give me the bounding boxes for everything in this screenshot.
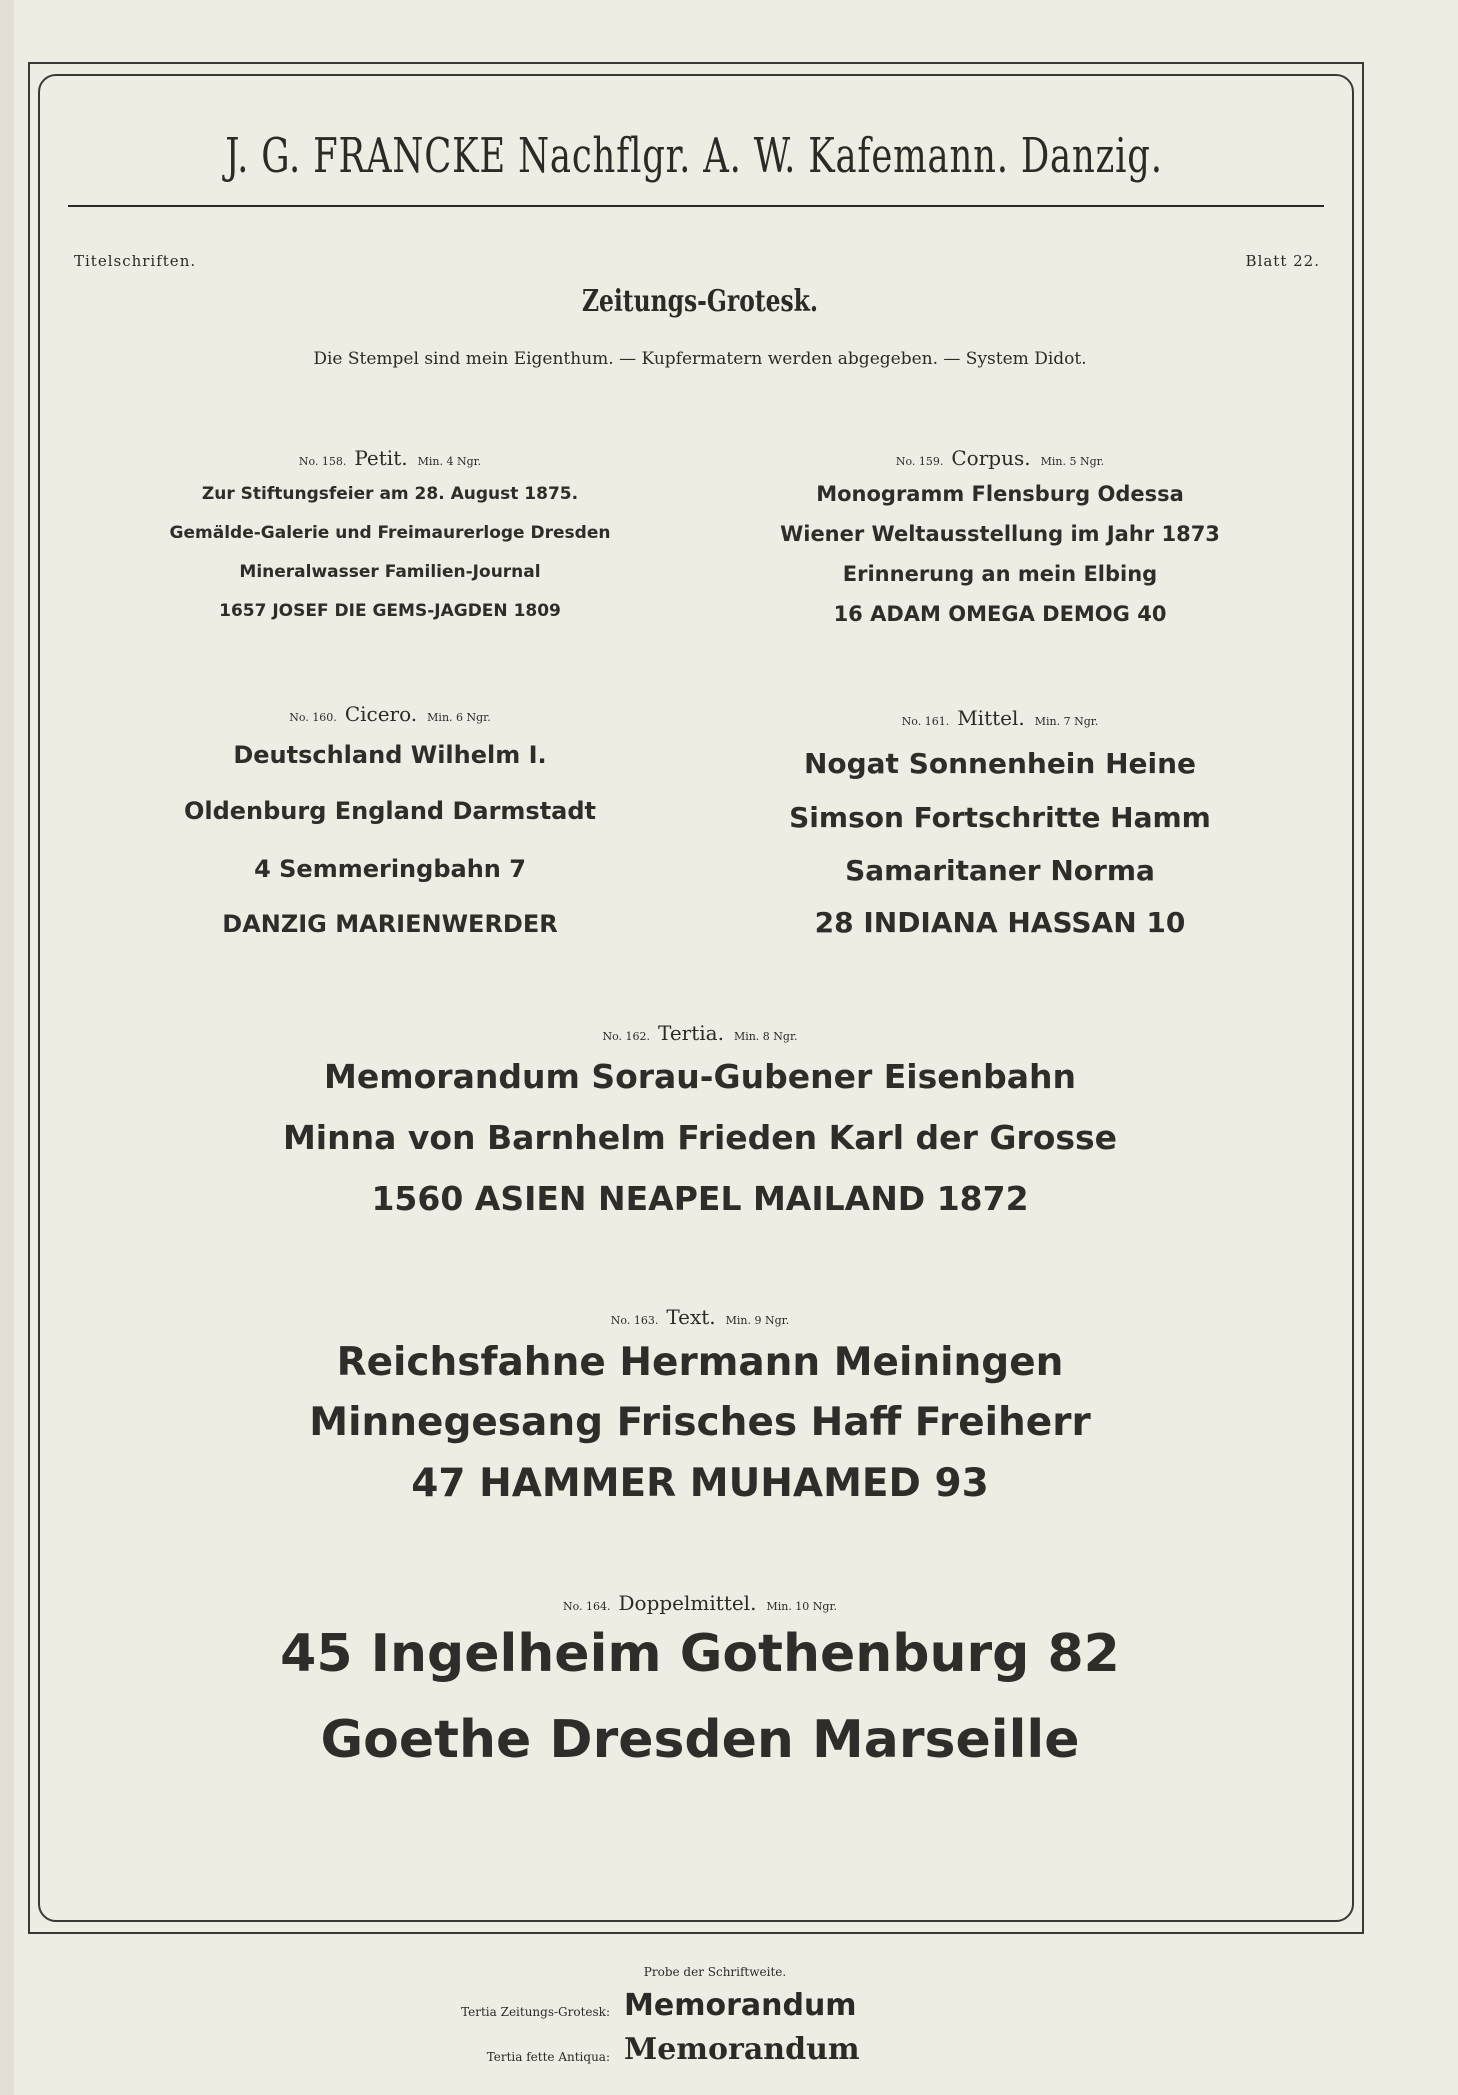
- specimen-line: Deutschland Wilhelm I.: [233, 741, 547, 769]
- sheet-number: Blatt 22.: [1245, 252, 1320, 270]
- specimen-line: Simson Fortschritte Hamm: [789, 801, 1211, 834]
- header-rule: [68, 205, 1324, 207]
- specimen-line: Mineralwasser Familien-Journal: [239, 562, 541, 582]
- footer-sample-grotesk: Memorandum: [624, 1988, 857, 2023]
- footer-label-antiqua: Tertia fette Antiqua:: [486, 2050, 610, 2064]
- page-header-title: J. G. FRANCKE Nachflgr. A. W. Kafemann. Danzig.: [225, 128, 1163, 184]
- specimen-price: Min. 9 Ngr.: [725, 1314, 790, 1327]
- specimen-price: Min. 4 Ngr.: [417, 455, 482, 468]
- specimen-line: Minnegesang Frisches Haff Freiherr: [309, 1400, 1091, 1445]
- specimen-line: DANZIG MARIENWERDER: [222, 910, 558, 938]
- footer-caption: Probe der Schriftweite.: [643, 1965, 787, 1979]
- specimen-size: Petit.: [354, 446, 408, 470]
- specimen-size: Corpus.: [951, 446, 1031, 470]
- specimen-price: Min. 10 Ngr.: [766, 1600, 838, 1613]
- specimen-label-161: [750, 706, 1250, 730]
- section-title: Zeitungs-Grotesk.: [581, 284, 819, 319]
- specimen-number: No. 163.: [610, 1314, 659, 1327]
- specimen-price: Min. 7 Ngr.: [1034, 715, 1099, 728]
- specimen-line: 4 Semmeringbahn 7: [254, 855, 526, 883]
- specimen-line: 45 Ingelheim Gothenburg 82: [280, 1624, 1120, 1684]
- specimen-label-159: [750, 446, 1250, 470]
- specimen-price: Min. 6 Ngr.: [427, 711, 491, 724]
- specimen-size: Tertia.: [658, 1021, 724, 1045]
- specimen-line: Wiener Weltausstellung im Jahr 1873: [780, 522, 1220, 546]
- specimen-line: Erinnerung an mein Elbing: [842, 562, 1158, 586]
- specimen-line: Zur Stiftungsfeier am 28. August 1875.: [201, 484, 579, 504]
- specimen-line: Gemälde-Galerie und Freimaurerloge Dresden: [169, 523, 611, 543]
- specimen-label-158: [140, 446, 640, 470]
- specimen-number: No. 164.: [562, 1600, 611, 1613]
- footer-label-grotesk: Tertia Zeitungs-Grotesk:: [461, 2005, 610, 2019]
- specimen-size: Doppelmittel.: [618, 1591, 757, 1615]
- specimen-size: Cicero.: [344, 702, 418, 726]
- specimen-line: Oldenburg England Darmstadt: [183, 797, 597, 825]
- specimen-label-163: [420, 1305, 980, 1329]
- specimen-label-162: [420, 1021, 980, 1045]
- specimen-number: No. 161.: [901, 715, 950, 728]
- specimen-number: No. 160.: [289, 711, 337, 724]
- page-edge: [0, 0, 14, 2095]
- specimen-line: Memorandum Sorau-Gubener Eisenbahn: [324, 1057, 1076, 1096]
- specimen-line: 16 ADAM OMEGA DEMOG 40: [833, 602, 1167, 626]
- specimen-line: 47 HAMMER MUHAMED 93: [411, 1461, 989, 1506]
- specimen-line: Samaritaner Norma: [845, 854, 1155, 887]
- category-caption: Titelschriften.: [74, 252, 197, 270]
- footer-sample-antiqua: Memorandum: [624, 2032, 860, 2067]
- specimen-label-164: [420, 1591, 980, 1615]
- specimen-line: Nogat Sonnenhein Heine: [803, 747, 1197, 780]
- specimen-line: Monogramm Flensburg Odessa: [816, 482, 1184, 506]
- specimen-price: Min. 8 Ngr.: [733, 1030, 798, 1043]
- specimen-price: Min. 5 Ngr.: [1040, 455, 1105, 468]
- specimen-number: No. 159.: [895, 455, 944, 468]
- specimen-line: Goethe Dresden Marseille: [320, 1710, 1080, 1770]
- specimen-line: Minna von Barnhelm Frieden Karl der Grosse: [282, 1118, 1118, 1157]
- notice-line: Die Stempel sind mein Eigenthum. — Kupfermatern werden abgegeben. — System Didot.: [313, 349, 1087, 369]
- specimen-number: No. 158.: [298, 455, 347, 468]
- specimen-line: Reichsfahne Hermann Meiningen: [336, 1340, 1064, 1385]
- specimen-line: 1657 JOSEF DIE GEMS-JAGDEN 1809: [219, 601, 561, 621]
- specimen-number: No. 162.: [602, 1030, 651, 1043]
- specimen-label-160: [140, 702, 640, 726]
- specimen-line: 28 INDIANA HASSAN 10: [814, 906, 1186, 939]
- specimen-size: Mittel.: [957, 706, 1025, 730]
- specimen-size: Text.: [666, 1305, 716, 1329]
- specimen-line: 1560 ASIEN NEAPEL MAILAND 1872: [371, 1179, 1029, 1218]
